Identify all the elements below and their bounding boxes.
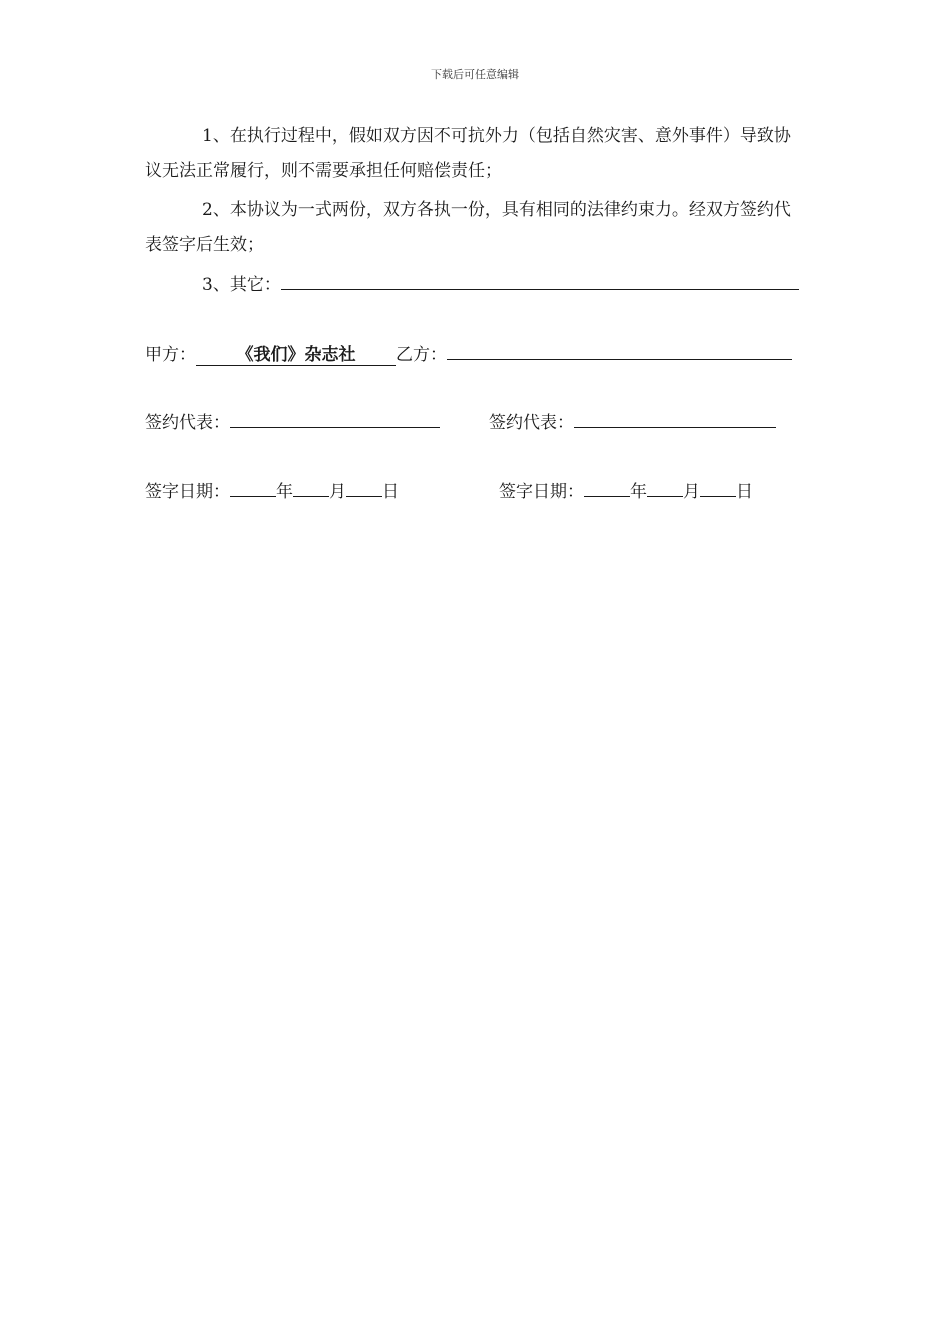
party-b-label: 乙方： <box>396 345 447 365</box>
date-a-day-label: 日 <box>382 482 399 502</box>
date-a-month-blank[interactable] <box>293 478 329 497</box>
party-a-value: 《我们》杂志社 <box>196 340 396 366</box>
rep-b-line <box>489 408 776 433</box>
other-label: 3、其它： <box>202 275 281 295</box>
date-b-day-blank[interactable] <box>700 478 736 497</box>
date-b-month-blank[interactable] <box>647 478 683 497</box>
date-a-day-blank[interactable] <box>346 478 382 497</box>
rep-a-line <box>145 408 440 433</box>
clause-2: 2、本协议为一式两份，双方各执一份，具有相同的法律约束力。经双方签约代表签字后生效； <box>145 200 791 255</box>
date-b-year-blank[interactable] <box>584 478 630 497</box>
date-a-line <box>145 477 399 502</box>
clause-3-line <box>202 270 799 295</box>
rep-a-label: 签约代表： <box>145 413 230 433</box>
date-a-year-label: 年 <box>276 482 293 502</box>
date-a-month-label: 月 <box>329 482 346 502</box>
other-blank[interactable] <box>281 271 799 290</box>
header-note: 下载后可任意编辑 <box>431 68 519 81</box>
date-b-line <box>499 477 753 502</box>
date-b-day-label: 日 <box>736 482 753 502</box>
date-b-label: 签字日期： <box>499 482 584 502</box>
rep-b-blank[interactable] <box>574 409 776 428</box>
date-a-year-blank[interactable] <box>230 478 276 497</box>
party-line <box>145 340 792 366</box>
party-b-blank[interactable] <box>447 341 792 360</box>
rep-b-label: 签约代表： <box>489 413 574 433</box>
date-b-month-label: 月 <box>683 482 700 502</box>
date-b-year-label: 年 <box>630 482 647 502</box>
rep-a-blank[interactable] <box>230 409 440 428</box>
party-a-label: 甲方： <box>145 345 196 365</box>
date-a-label: 签字日期： <box>145 482 230 502</box>
clause-1: 1、在执行过程中，假如双方因不可抗外力（包括自然灾害、意外事件）导致协议无法正常履行，则不需要承担任何赔偿责任； <box>145 126 791 181</box>
